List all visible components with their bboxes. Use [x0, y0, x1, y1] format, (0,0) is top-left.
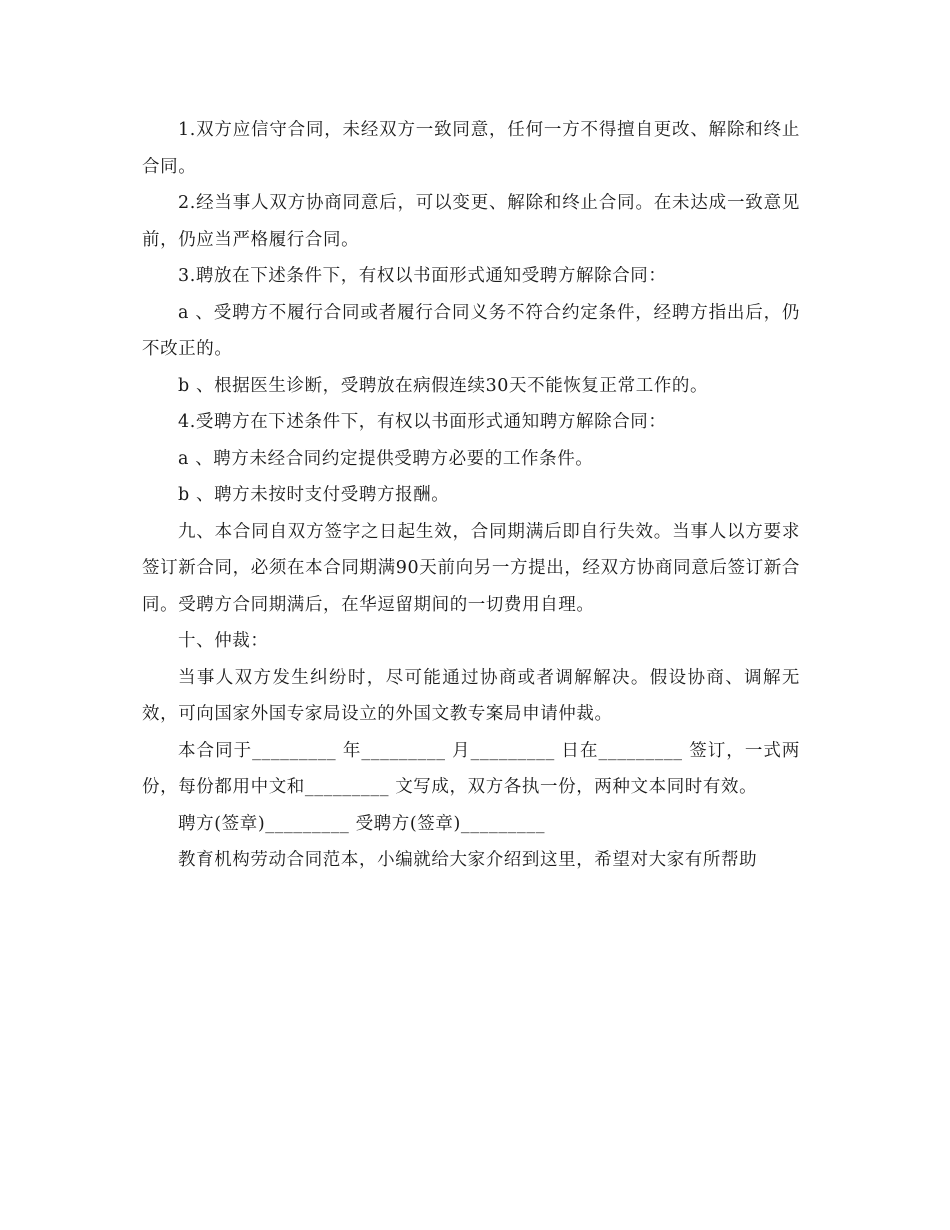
clause-3b-text: b 、根据医生诊断，受聘放在病假连续30天不能恢复正常工作的。	[178, 375, 709, 396]
clause-2-text: 2.经当事人双方协商同意后，可以变更、解除和终止合同。在未达成一致意见前，仍应当严格履行合同。	[142, 193, 800, 250]
section-10-heading: 十、仲裁：	[178, 631, 269, 651]
clause-4-text: 4.受聘方在下述条件下，有权以书面形式通知聘方解除合同：	[178, 412, 667, 432]
clause-4b-text: b 、聘方未按时支付受聘方报酬。	[178, 485, 450, 505]
clause-3-text: 3.聘放在下述条件下，有权以书面形式通知受聘方解除合同：	[178, 266, 667, 286]
document-body	[142, 112, 800, 879]
clause-4a-text: a 、聘方未经合同约定提供受聘方必要的工作条件。	[178, 448, 594, 469]
clause-3a-text: a 、受聘方不履行合同或者履行合同义务不符合约定条件，经聘方指出后，仍不改正的。	[142, 302, 800, 359]
closing-note: 教育机构劳动合同范本，小编就给大家介绍到这里，希望对大家有所帮助	[178, 850, 758, 870]
signing-date-text: 本合同于_________ 年_________ 月_________ 日在_________ 签订，一式两份，每份都用中文和_________ 文写成，双方各执一份，两种文本同时有效。	[142, 740, 800, 797]
clause-1-text: 1.双方应信守合同，未经双方一致同意，任何一方不得擅自更改、解除和终止合同。	[142, 120, 800, 177]
signature-line: 聘方(签章)_________ 受聘方(签章)_________	[178, 813, 546, 834]
section-9-text: 九、本合同自双方签字之日起生效，合同期满后即自行失效。当事人以方要求签订新合同，必须在本合同期满90天前向另一方提出，经双方协商同意后签订新合同。受聘方合同期满后，在华逗留期间的一切费用自理。	[142, 521, 800, 615]
arbitration-text: 当事人双方发生纠纷时，尽可能通过协商或者调解解决。假设协商、调解无效，可向国家外国专家局设立的外国文教专案局申请仲裁。	[142, 667, 800, 724]
